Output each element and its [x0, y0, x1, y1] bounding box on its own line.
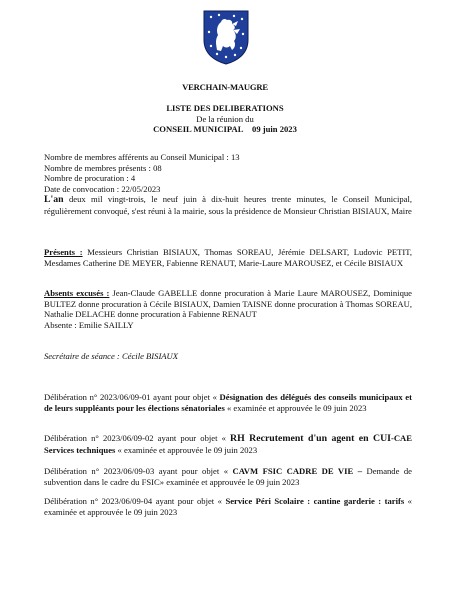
deliberation-suffix: « examinée et approuvée le 09 juin 2023: [115, 444, 258, 455]
intro-start: L'an: [44, 194, 64, 205]
deliberation-subject: Désignation des délégués des conseils municipaux et de leurs suppléants pour les élections sénatoriales: [44, 392, 412, 413]
council-name: CONSEIL MUNICIPAL: [153, 124, 244, 134]
presents-text: Messieurs Christian BISIAUX, Thomas SOREAU, Jérémie DELSART, Ludovic PETIT, Mesdames Catherine DE MEYER, Fabienne RENAUT, Marie-Laure MAROUSEZ, et Cécile BISIAUX: [44, 247, 412, 268]
meeting-date: 09 juin 2023: [252, 124, 297, 134]
council-heading: [0, 124, 450, 134]
stat-convocation: Date de convocation : 22/05/2023: [44, 183, 161, 194]
absents-text: Jean-Claude GABELLE donne procuration à Marie Laure MAROUSEZ, Dominique BULTEZ donne procuration à Cécile BISIAUX, Damien TAISNE donne procuration à Thomas SOREAU, Nathalie DELACHE donne procuration à Fabienne RENAUT: [44, 288, 412, 320]
town-name: VERCHAIN-MAUGRE: [182, 82, 268, 92]
absent-line: Absente : Emilie SAILLY: [44, 319, 134, 330]
presents-label: Présents :: [44, 247, 83, 257]
deliberation-suffix: « examinée et approuvée le 09 juin 2023: [44, 496, 412, 517]
deliberation-item: [44, 392, 412, 413]
deliberation-suffix: « examinée et approuvée le 09 juin 2023: [224, 402, 367, 413]
deliberation-subject-tail: –: [353, 466, 367, 476]
deliberation-subject: CAVM FSIC CADRE DE VIE: [232, 466, 354, 476]
deliberation-subject: Service Péri Scolaire : cantine garderie : tarifs: [225, 496, 405, 506]
stat-present: Nombre de membres présents : 08: [44, 162, 162, 173]
deliberation-prefix: Délibération n° 2023/06/09-01 ayant pour objet «: [44, 392, 220, 402]
deliberation-prefix: Délibération n° 2023/06/09-04 ayant pour objet «: [44, 496, 226, 506]
absents-paragraph: [44, 288, 412, 330]
coat-of-arms-icon: [203, 10, 249, 65]
deliberation-item: [44, 496, 412, 517]
deliberation-subject: RH Recrutement d'un agent en CUI: [230, 433, 391, 444]
deliberation-prefix: Délibération n° 2023/06/09-03 ayant pour objet «: [44, 466, 233, 476]
document-title: LISTE DES DELIBERATIONS: [166, 103, 284, 113]
deliberation-subject-tail: -CAE Services techniques: [44, 433, 412, 455]
secretary-line: Secrétaire de séance : Cécile BISIAUX: [44, 351, 179, 361]
stat-proxies: Nombre de procuration : 4: [44, 173, 136, 184]
document-subtitle: De la réunion du: [196, 114, 254, 124]
intro-paragraph: [44, 194, 412, 216]
deliberation-prefix: Délibération n° 2023/06/09-02 ayant pour objet «: [44, 433, 231, 443]
absents-label: Absents excusés :: [44, 288, 110, 298]
deliberation-suffix: Demande de subvention dans le cadre du FSIC» examinée et approuvée le 09 juin 2023: [44, 466, 413, 487]
presents-paragraph: [44, 247, 412, 268]
stat-members: Nombre de membres afférents au Conseil Municipal : 13: [44, 152, 240, 162]
deliberation-item: [44, 466, 412, 487]
intro-text: deux mil vingt-trois, le neuf juin à dix-huit heures trente minutes, le Conseil Municipal, régulièrement convoqué, s'est réuni à la mairie, sous la présidence de Monsieur Christian BISIAUX, Maire: [44, 194, 412, 216]
meeting-stats: [44, 152, 412, 194]
deliberation-item: [44, 433, 412, 455]
